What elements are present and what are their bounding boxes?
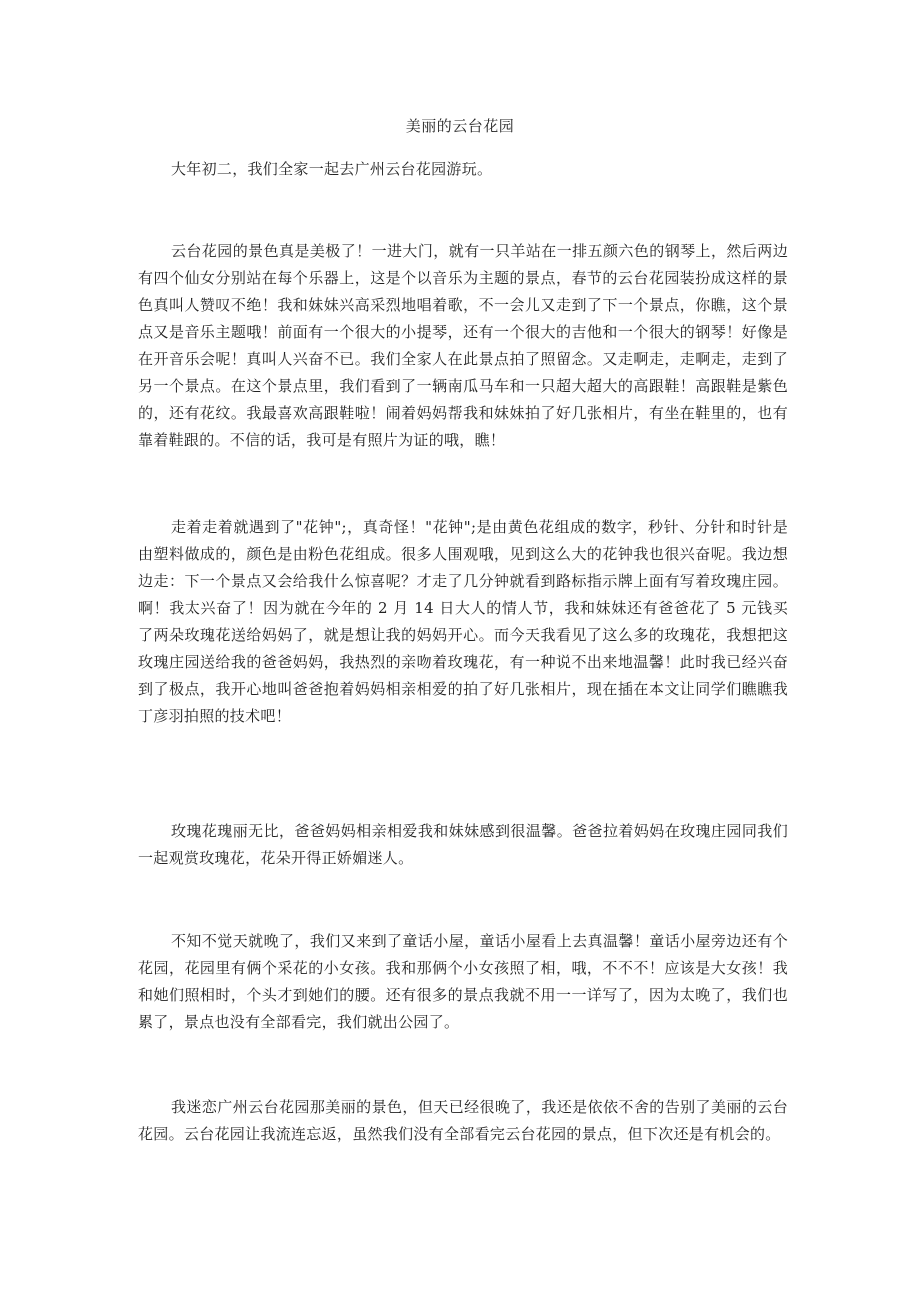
paragraph-conclusion: 我迷恋广州云台花园那美丽的景色，但天已经很晚了，我还是依依不舍的告别了美丽的云台花园。云台花园让我流连忘返，虽然我们没有全部看完云台花园的景点，但下次还是有机会的。: [138, 1098, 788, 1143]
paragraph-intro: 大年初二，我们全家一起去广州云台花园游玩。: [171, 160, 493, 178]
paragraph-music-scenes: 云台花园的景色真是美极了！一进大门，就有一只羊站在一排五颜六色的钢琴上，然后两边有四个仙女分别站在每个乐器上，这是个以音乐为主题的景点，春节的云台花园装扮成这样的景色真叫人赞叹不绝！我和妹妹兴高采烈地唱着歌，不一会儿又走到了下一个景点，你瞧，这个景点又是音乐主题哦！前面有一个很大的小提琴，还有一个很大的吉他和一个很大的钢琴！好像是在开音乐会呢！真叫人兴奋不已。我们全家人在此景点拍了照留念。又走啊走，走啊走，走到了另一个景点。在这个景点里，我们看到了一辆南瓜马车和一只超大超大的高跟鞋！高跟鞋是紫色的，还有花纹。我最喜欢高跟鞋啦！闹着妈妈帮我和妹妹拍了好几张相片，有坐在鞋里的，也有靠着鞋跟的。不信的话，我可是有照片为证的哦，瞧！: [138, 242, 788, 449]
paragraph-roses: 玫瑰花瑰丽无比，爸爸妈妈相亲相爱我和妹妹感到很温馨。爸爸拉着妈妈在玫瑰庄园同我们一起观赏玫瑰花，花朵开得正娇媚迷人。: [138, 822, 788, 867]
document-title: 美丽的云台花园: [405, 117, 515, 135]
paragraph-fairy-house: 不知不觉天就晚了，我们又来到了童话小屋，童话小屋看上去真温馨！童话小屋旁边还有个花园，花园里有俩个采花的小女孩。我和那俩个小女孩照了相，哦，不不不！应该是大女孩！我和她们照相时，个头才到她们的腰。还有很多的景点我就不用一一详写了，因为太晚了，我们也累了，景点也没有全部看完，我们就出公园了。: [138, 932, 788, 1031]
paragraph-flower-clock: 走着走着就遇到了"花钟";，真奇怪！"花钟";是由黄色花组成的数字，秒针、分针和时针是由塑料做成的，颜色是由粉色花组成。很多人围观哦，见到这么大的花钟我也很兴奋呢。我边想边走：下一个景点又会给我什么惊喜呢？才走了几分钟就看到路标指示牌上面有写着玫瑰庄园。啊！我太兴奋了！因为就在今年的 2 月 14 日大人的情人节，我和妹妹还有爸爸花了 5 元钱买了两朵玫瑰花送给妈妈了，就是想让我的妈妈开心。而今天我看见了这么多的玫瑰花，我想把这玫瑰庄园送给我的爸爸妈妈，我热烈的亲吻着玫瑰花，有一种说不出来地温馨！此时我已经兴奋到了极点，我开心地叫爸爸抱着妈妈相亲相爱的拍了好几张相片，现在插在本文让同学们瞧瞧我丁彦羽拍照的技术吧！: [138, 518, 788, 725]
